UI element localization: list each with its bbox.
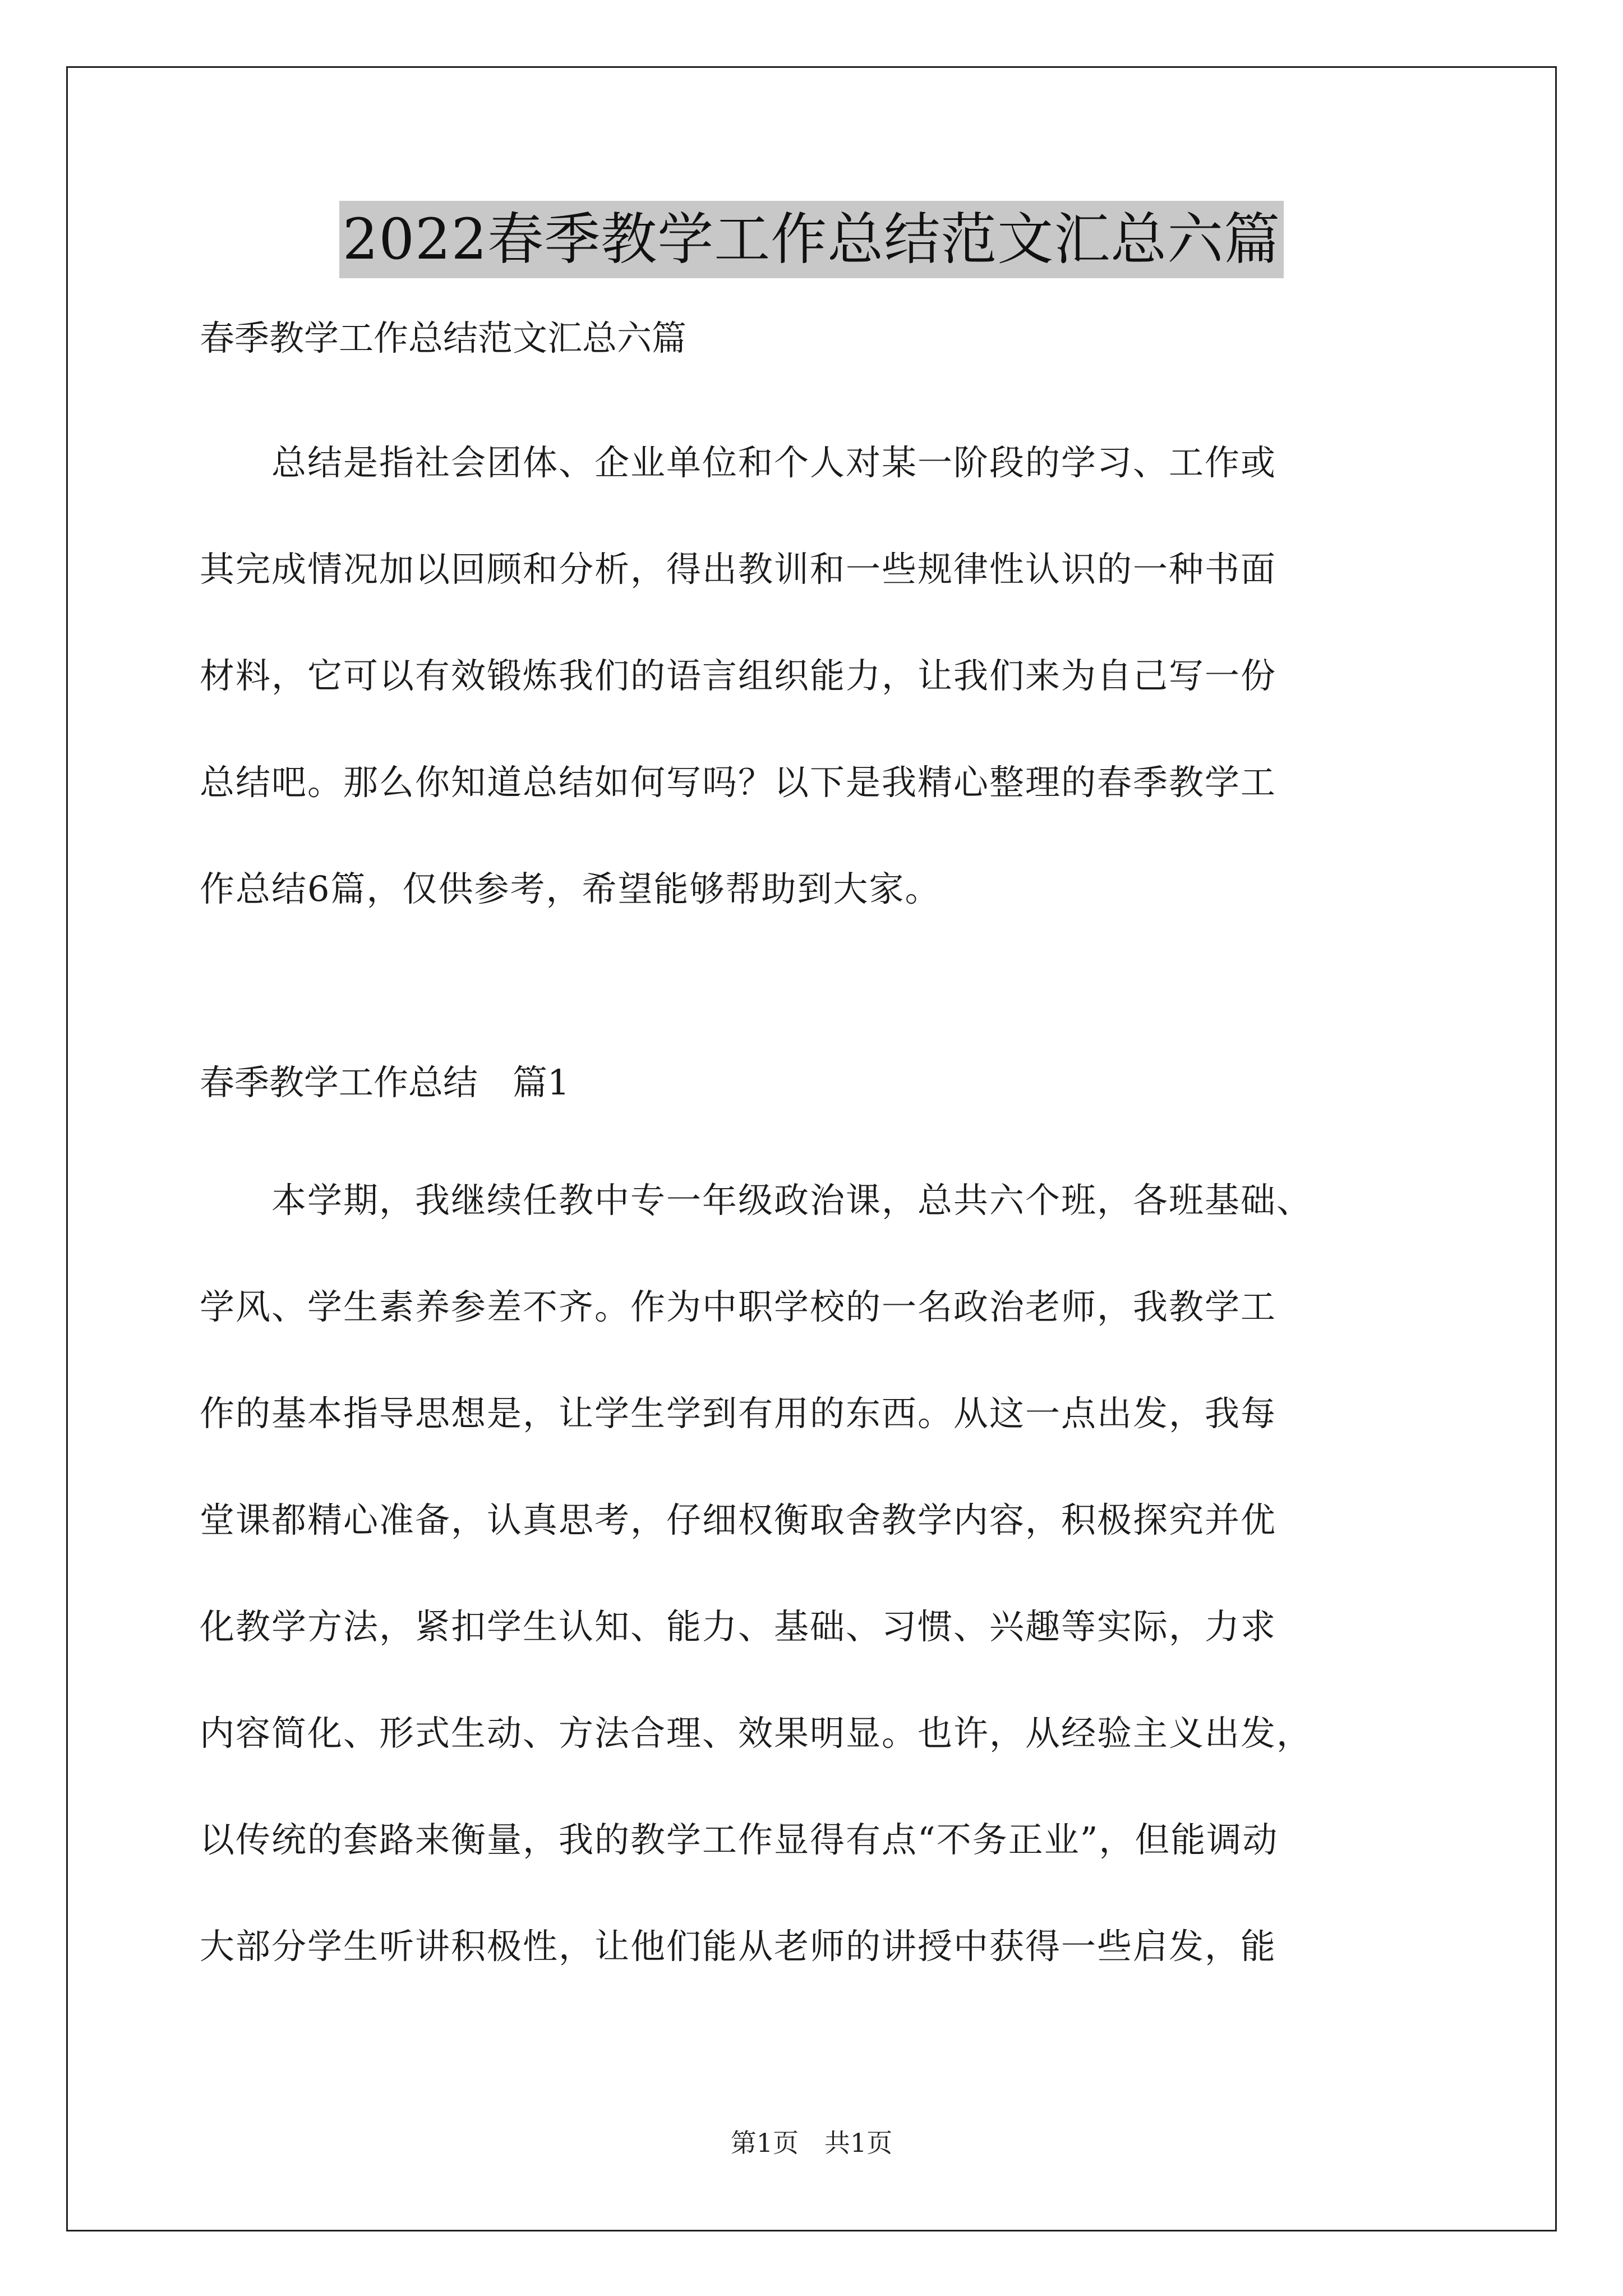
document-title: 2022春季教学工作总结范文汇总六篇: [339, 201, 1284, 278]
page-border: [66, 66, 1557, 2231]
section-line-6: 内容简化、形式生动、方法合理、效果明显。也许，从经验主义出发，: [200, 1713, 1313, 1754]
section-line-7: 以传统的套路来衡量，我的教学工作显得有点“不务正业”，但能调动: [200, 1819, 1279, 1860]
intro-line-4: 总结吧。那么你知道总结如何写吗？以下是我精心整理的春季教学工: [200, 762, 1277, 803]
section-heading: 春季教学工作总结 篇1: [200, 1062, 570, 1103]
title-container: [0, 201, 1623, 278]
document-subtitle: 春季教学工作总结范文汇总六篇: [200, 318, 687, 358]
intro-line-1: 总结是指社会团体、企业单位和个人对某一阶段的学习、工作或: [200, 442, 1277, 483]
section-line-5: 化教学方法，紧扣学生认知、能力、基础、习惯、兴趣等实际，力求: [200, 1606, 1277, 1647]
page-footer: 第1页 共1页: [730, 2128, 893, 2158]
section-line-8: 大部分学生听讲积极性，让他们能从老师的讲授中获得一些启发，能: [200, 1926, 1277, 1967]
section-line-2: 学风、学生素养参差不齐。作为中职学校的一名政治老师，我教学工: [200, 1286, 1277, 1327]
section-line-3: 作的基本指导思想是，让学生学到有用的东西。从这一点出发，我每: [200, 1393, 1277, 1434]
intro-line-5: 作总结6篇，仅供参考，希望能够帮助到大家。: [200, 868, 941, 909]
intro-line-2: 其完成情况加以回顾和分析，得出教训和一些规律性认识的一种书面: [200, 549, 1277, 590]
section-line-4: 堂课都精心准备，认真思考，仔细权衡取舍教学内容，积极探究并优: [200, 1499, 1277, 1540]
intro-line-3: 材料，它可以有效锻炼我们的语言组织能力，让我们来为自己写一份: [200, 655, 1277, 696]
section-line-1: 本学期，我继续任教中专一年级政治课，总共六个班，各班基础、: [200, 1180, 1313, 1221]
